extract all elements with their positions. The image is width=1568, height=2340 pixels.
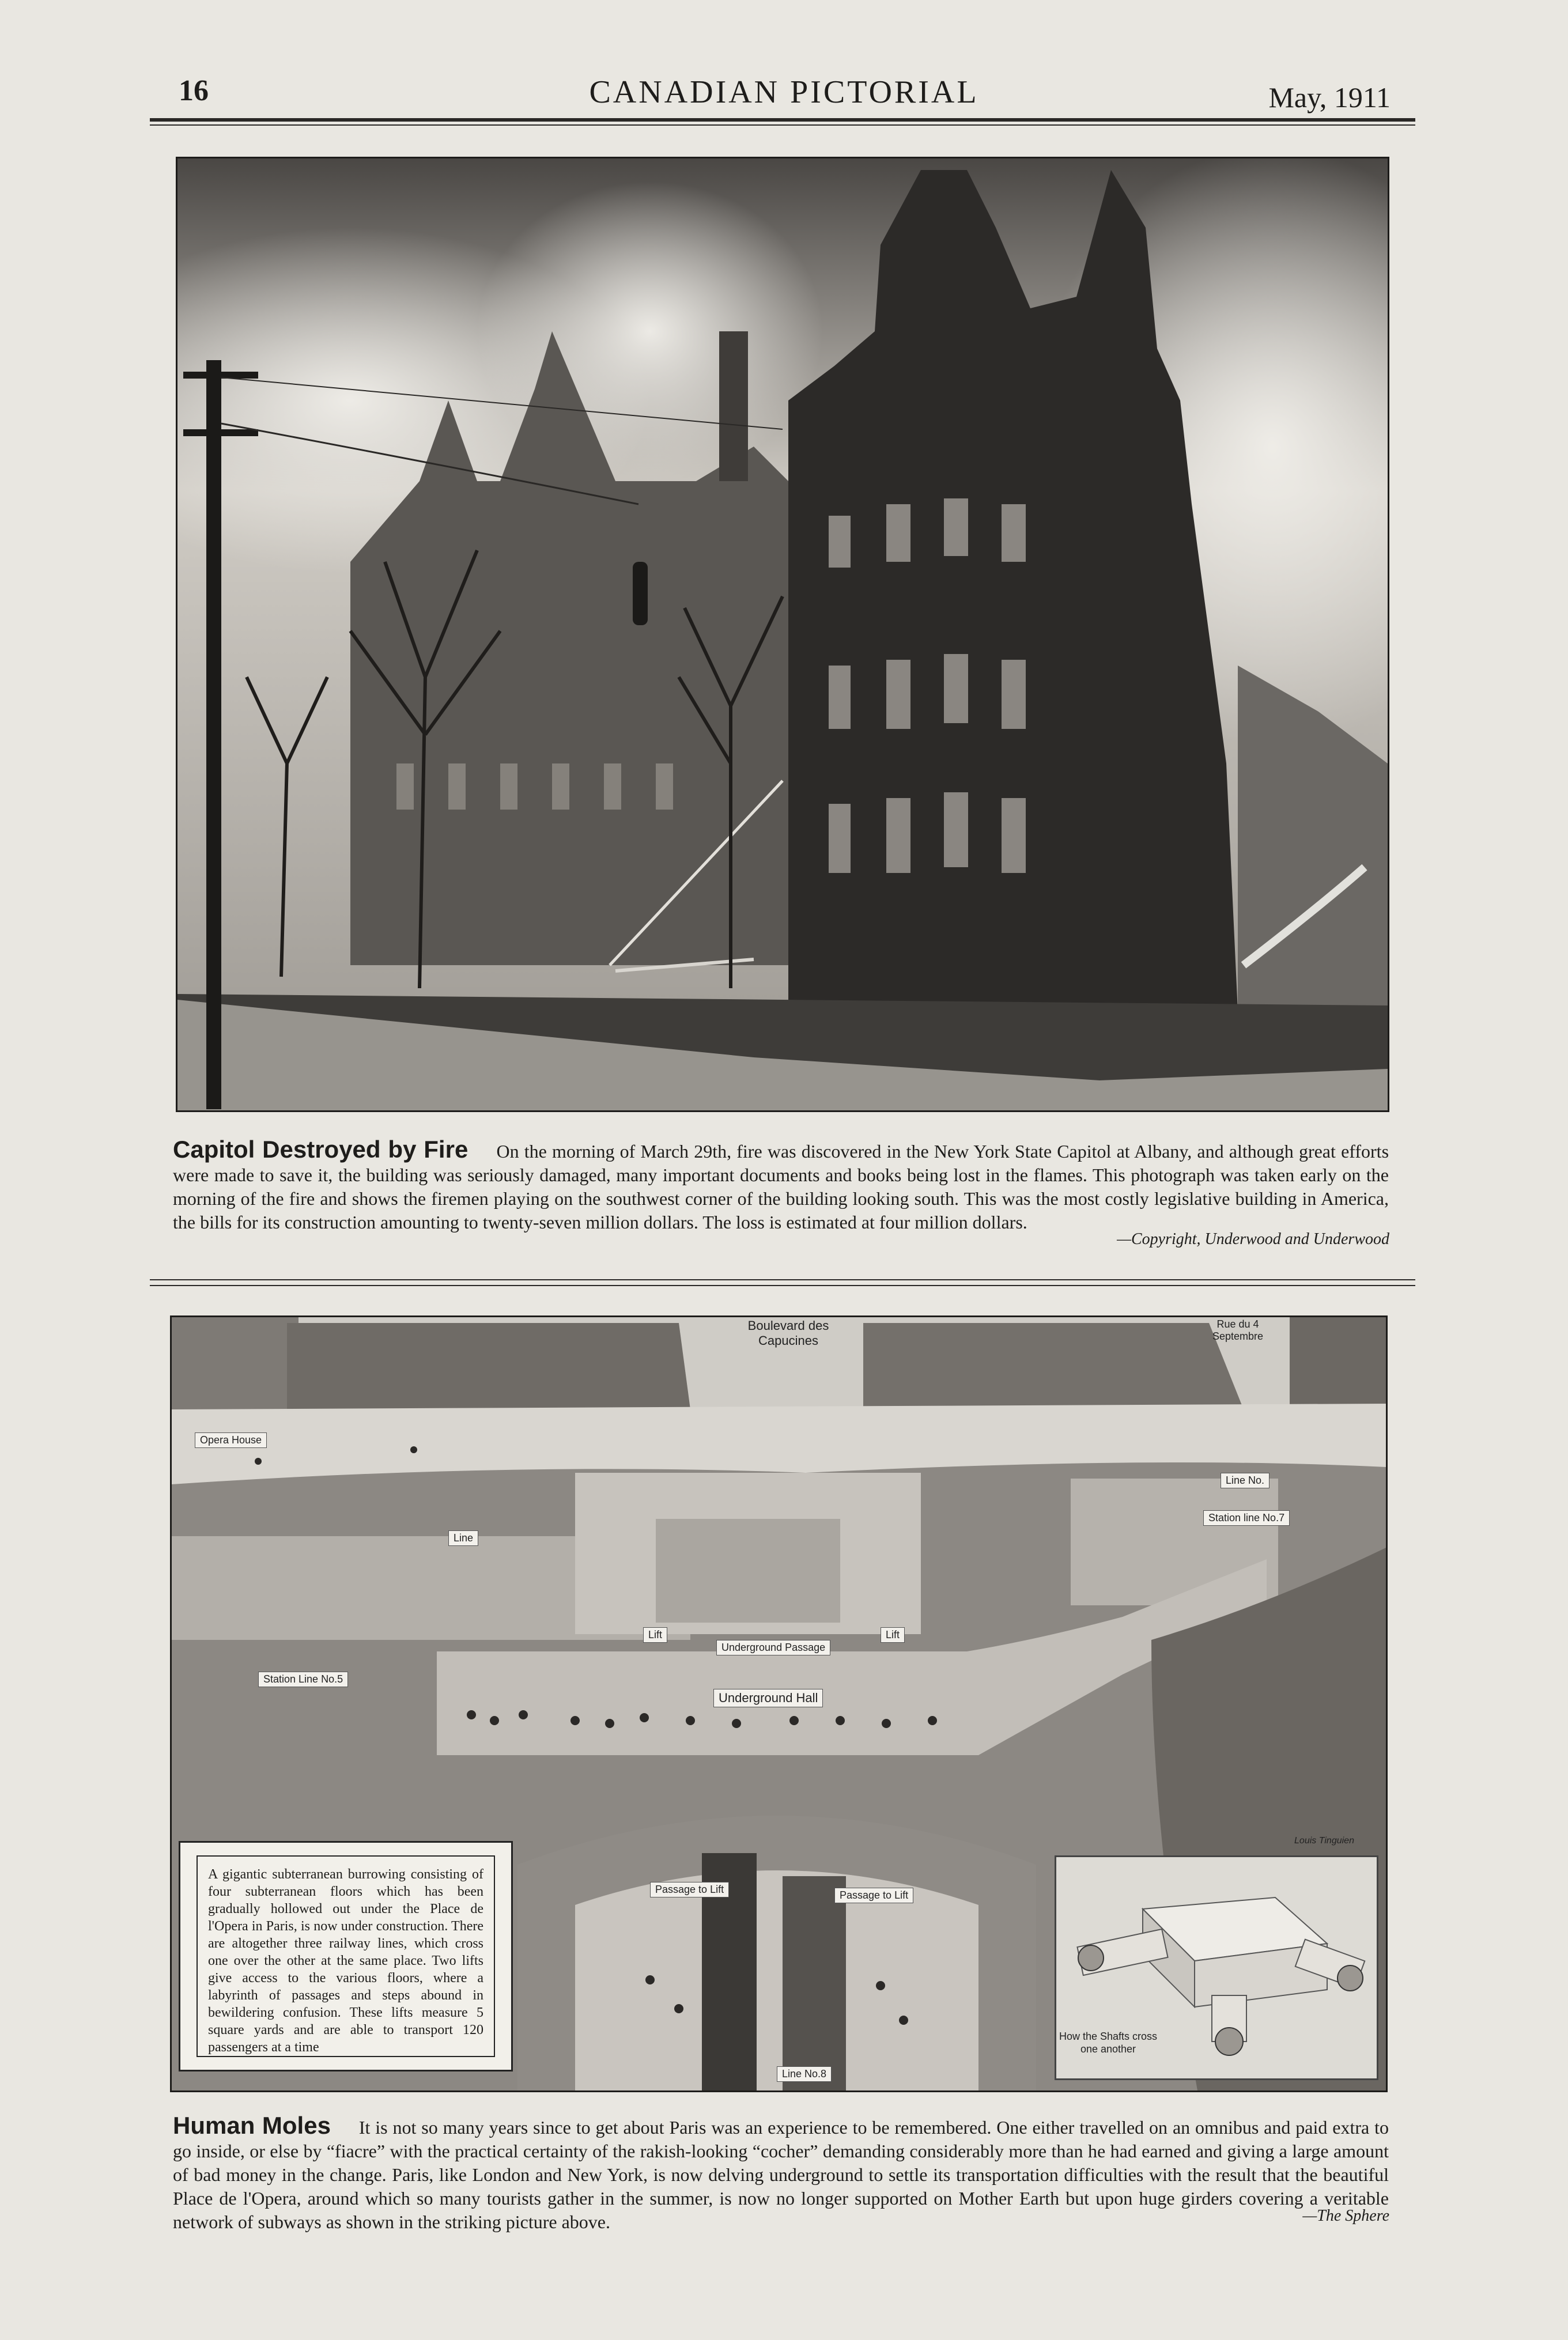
subway-inset-text: A gigantic subterranean burrowing consisting of four subterranean floors which has been gradually hollowed out under the Place de l'Opera in Paris, is now under construction. There are altogether three railway lines, which cross one over the other at the same place. Two lifts give access to the various floors, where a labyrinth of passages and steps abound in bewildering confusion. These lifts measure 5 square yards and are able to transport 120 passengers at a time — [197, 1855, 495, 2057]
capitol-fire-illustration — [177, 158, 1388, 1110]
human-moles-body: It is not so many years since to get about Paris was an experience to be remembered. One either travelled on an omnibus and paid extra to go inside, or else by “fiacre” with the practical certainty of the rakish-looking “cocher” demanding considerably more than he had earned and giving a large amount of bad money in the change. Paris, like London and New York, is now delving underground to settle its transportation difficulties with the result that the beautiful Place de l'Opera, around which so many tourists gather in the summer, is now no longer supported on Mother Earth but upon huge girders covering a veritable network of subways as shown in the striking picture above. — [173, 2117, 1389, 2232]
label-line-8: Line No.8 — [777, 2066, 832, 2082]
header-rule-thin — [150, 124, 1415, 126]
issue-date: May, 1911 — [1268, 81, 1391, 114]
label-lift-left: Lift — [643, 1627, 667, 1643]
label-line-no: Line No. — [1221, 1473, 1269, 1488]
human-moles-caption — [173, 2114, 1389, 2234]
capitol-fire-title: Capitol Destroyed by Fire — [173, 1136, 468, 1163]
capitol-fire-credit: —Copyright, Underwood and Underwood — [1117, 1230, 1389, 1248]
label-opera-house: Opera House — [195, 1432, 267, 1448]
section-rule-2 — [150, 1285, 1415, 1286]
label-station-line-5: Station Line No.5 — [258, 1672, 348, 1687]
human-moles-title: Human Moles — [173, 2112, 331, 2139]
capitol-fire-body: On the morning of March 29th, fire was discovered in the New York State Capitol at Albany, and although great efforts were made to save it, the building was seriously damaged, many important documents and books being lost in the flames. This photograph was taken early on the morning of the fire and shows the firemen playing on the southwest corner of the building looking south. This was the most costly legislative building in America, the bills for its construction amounting to twenty-seven million dollars. The loss is estimated at four million dollars. — [173, 1141, 1389, 1233]
label-rue: Rue du 4 Septembre — [1212, 1318, 1264, 1342]
label-underground-passage: Underground Passage — [716, 1640, 830, 1655]
label-station-line-7: Station line No.7 — [1203, 1510, 1290, 1526]
shafts-inset — [1055, 1855, 1378, 2080]
artist-signature: Louis Tinguien — [1294, 1836, 1354, 1846]
label-passage-to-lift-left: Passage to Lift — [650, 1882, 729, 1897]
section-rule — [150, 1279, 1415, 1280]
label-boulevard: Boulevard des Capucines — [747, 1318, 829, 1348]
shafts-caption: How the Shafts cross one another — [1059, 2031, 1158, 2055]
label-passage-to-lift-right: Passage to Lift — [834, 1888, 913, 1903]
capitol-fire-photo — [176, 157, 1389, 1112]
page-number: 16 — [179, 74, 209, 107]
label-underground-hall: Underground Hall — [713, 1689, 823, 1707]
publication-title: CANADIAN PICTORIAL — [589, 74, 979, 110]
subway-inset-textbox — [179, 1841, 513, 2071]
human-moles-credit: —The Sphere — [1302, 2207, 1389, 2225]
header-rule — [150, 118, 1415, 122]
label-line: Line — [448, 1530, 478, 1546]
label-lift-right: Lift — [881, 1627, 905, 1643]
capitol-fire-caption — [173, 1137, 1389, 1234]
